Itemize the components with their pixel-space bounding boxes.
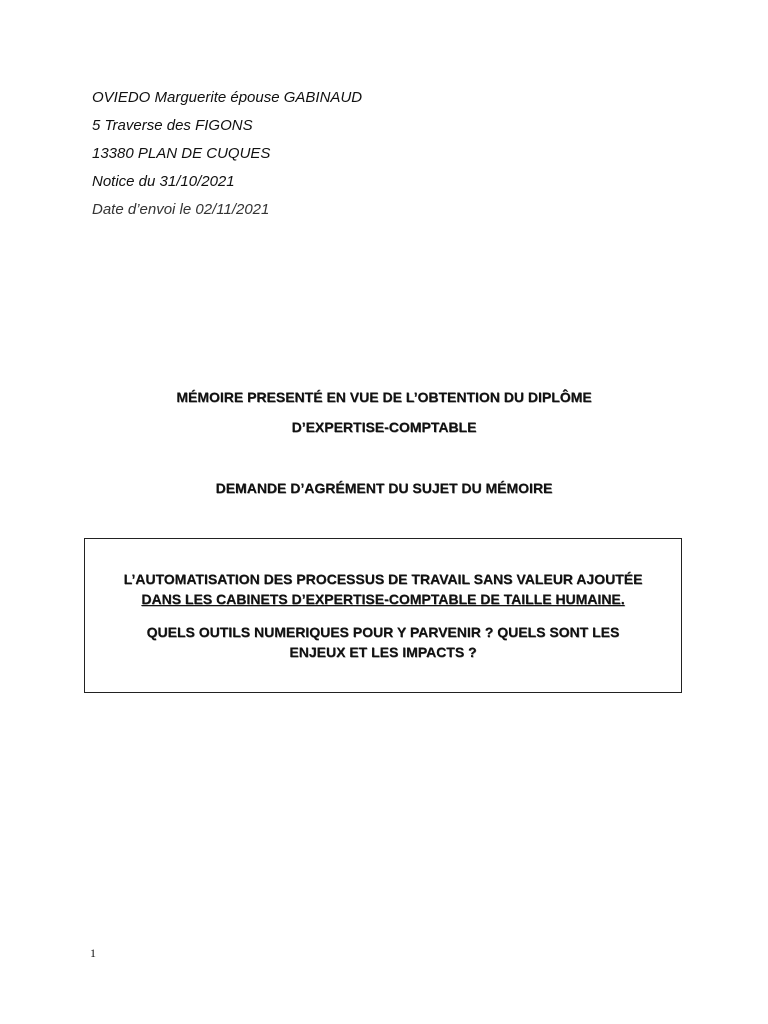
question-line-2: ENJEUX ET LES IMPACTS ? <box>289 644 477 660</box>
subject-line-1: L’AUTOMATISATION DES PROCESSUS DE TRAVAIL SANS VALEUR AJOUTÉE <box>123 571 643 587</box>
subject-box <box>84 538 682 693</box>
author-name: OVIEDO Marguerite épouse GABINAUD <box>92 89 363 106</box>
address-line-2: 13380 PLAN DE CUQUES <box>92 145 271 162</box>
agrement-request-title: DEMANDE D’AGRÉMENT DU SUJET DU MÉMOIRE <box>215 480 553 496</box>
address-line-1: 5 Traverse des FIGONS <box>92 117 253 134</box>
author-header <box>92 84 592 224</box>
question-line-1: QUELS OUTILS NUMERIQUES POUR Y PARVENIR ? QUELS SONT LES <box>146 624 620 640</box>
memoire-title-line-2: D’EXPERTISE-COMPTABLE <box>291 419 477 435</box>
subject-question <box>85 622 681 662</box>
subject-line-2: DANS LES CABINETS D’EXPERTISE-COMPTABLE DE TAILLE HUMAINE. <box>141 591 625 607</box>
subject-statement <box>85 569 681 609</box>
memoire-title-line-1: MÉMOIRE PRESENTÉ EN VUE DE L’OBTENTION DU DIPLÔME <box>176 389 592 405</box>
send-date: Date d’envoi le 02/11/2021 <box>92 201 270 218</box>
notice-date: Notice du 31/10/2021 <box>92 173 235 190</box>
page-number: 1 <box>90 946 96 960</box>
